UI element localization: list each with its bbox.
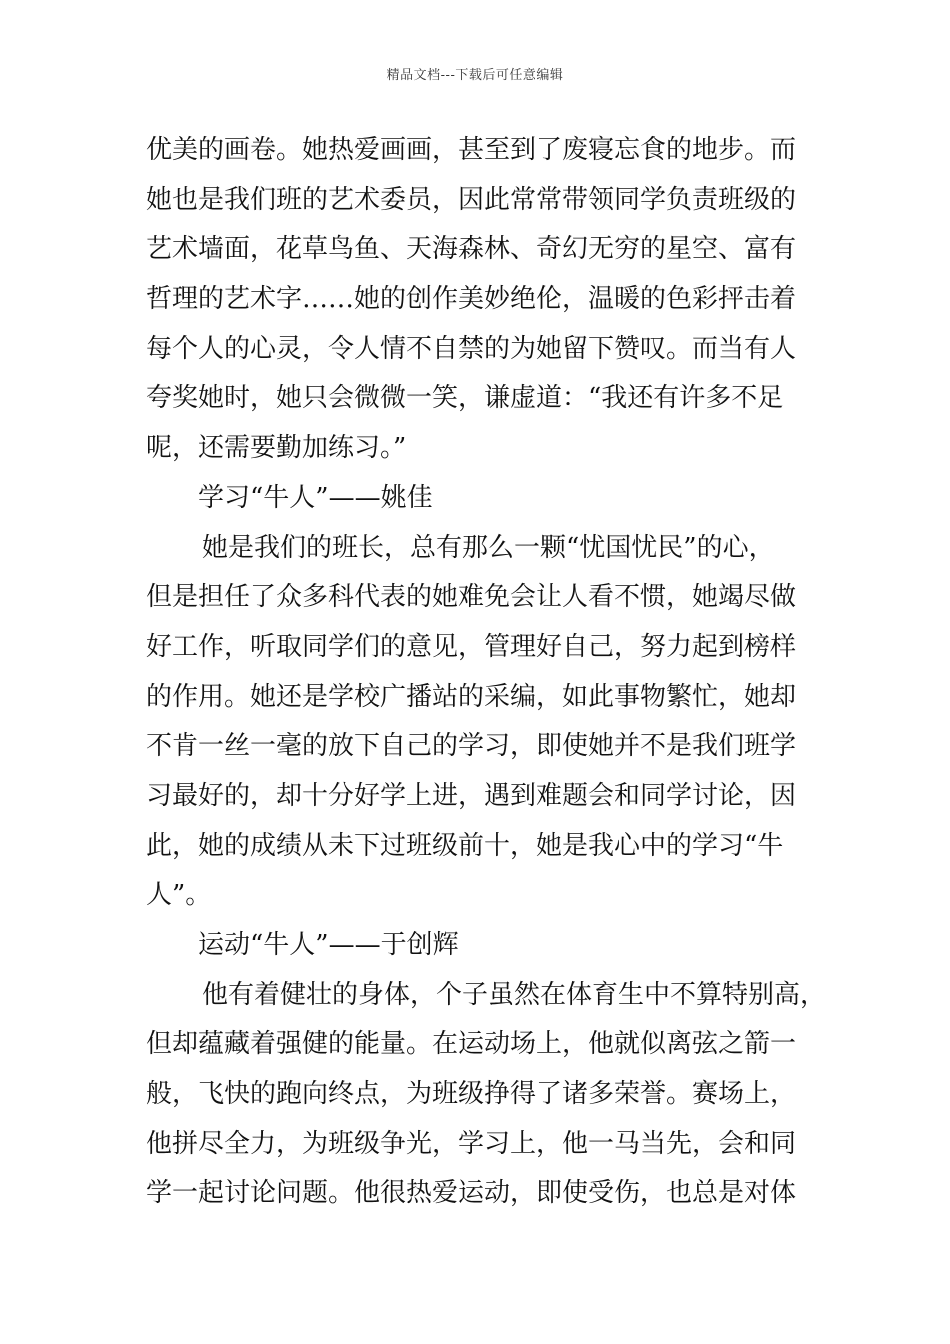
text-line: 好工作，听取同学们的意见，管理好自己，努力起到榜样 bbox=[146, 631, 797, 662]
text-line: 每个人的心灵，令人情不自禁的为她留下赞叹。而当有人 bbox=[146, 333, 797, 364]
text-line: 他拼尽全力，为班级争光，学习上，他一马当先，会和同 bbox=[146, 1128, 797, 1159]
text-line: 人”。 bbox=[146, 880, 212, 911]
page-header: 精品文档---下载后可任意编辑 bbox=[386, 68, 564, 83]
text-line: 不肯一丝一毫的放下自己的学习，即使她并不是我们班学 bbox=[146, 731, 797, 762]
text-line: 但却蕴藏着强健的能量。在运动场上，他就似离弦之箭一 bbox=[146, 1029, 797, 1060]
text-line: 呢，还需要勤加练习。” bbox=[146, 433, 407, 464]
document-body bbox=[146, 126, 827, 1219]
text-line: 学一起讨论问题。他很热爱运动，即使受伤，也总是对体 bbox=[146, 1178, 797, 1209]
text-line: 此，她的成绩从未下过班级前十，她是我心中的学习“牛 bbox=[146, 830, 784, 861]
text-line: 般，飞快的跑向终点，为班级挣得了诸多荣誉。赛场上， bbox=[146, 1079, 797, 1110]
text-line: 优美的画卷。她热爱画画，甚至到了废寝忘食的地步。而 bbox=[146, 135, 797, 165]
text-line: 哲理的艺术字……她的创作美妙绝伦，温暖的色彩抨击着 bbox=[146, 284, 797, 315]
section-heading-sports: 运动“牛人”——于创辉 bbox=[198, 930, 459, 960]
text-line: 他有着健壮的身体，个子虽然在体育生中不算特别高， bbox=[202, 979, 827, 1010]
text-line: 但是担任了众多科代表的她难免会让人看不惯，她竭尽做 bbox=[146, 582, 797, 613]
section-heading-study: 学习“牛人”——姚佳 bbox=[198, 482, 433, 513]
text-line: 夸奖她时，她只会微微一笑，谦虚道：“我还有许多不足 bbox=[146, 383, 784, 414]
text-line: 她也是我们班的艺术委员，因此常常带领同学负责班级的 bbox=[146, 184, 797, 215]
text-line: 习最好的，却十分好学上进，遇到难题会和同学讨论，因 bbox=[146, 780, 797, 811]
text-line: 她是我们的班长，总有那么一颗“忧国忧民”的心， bbox=[202, 532, 775, 563]
text-line: 艺术墙面，花草鸟鱼、天海森林、奇幻无穷的星空、富有 bbox=[146, 234, 797, 265]
text-line: 的作用。她还是学校广播站的采编，如此事物繁忙，她却 bbox=[146, 681, 797, 712]
